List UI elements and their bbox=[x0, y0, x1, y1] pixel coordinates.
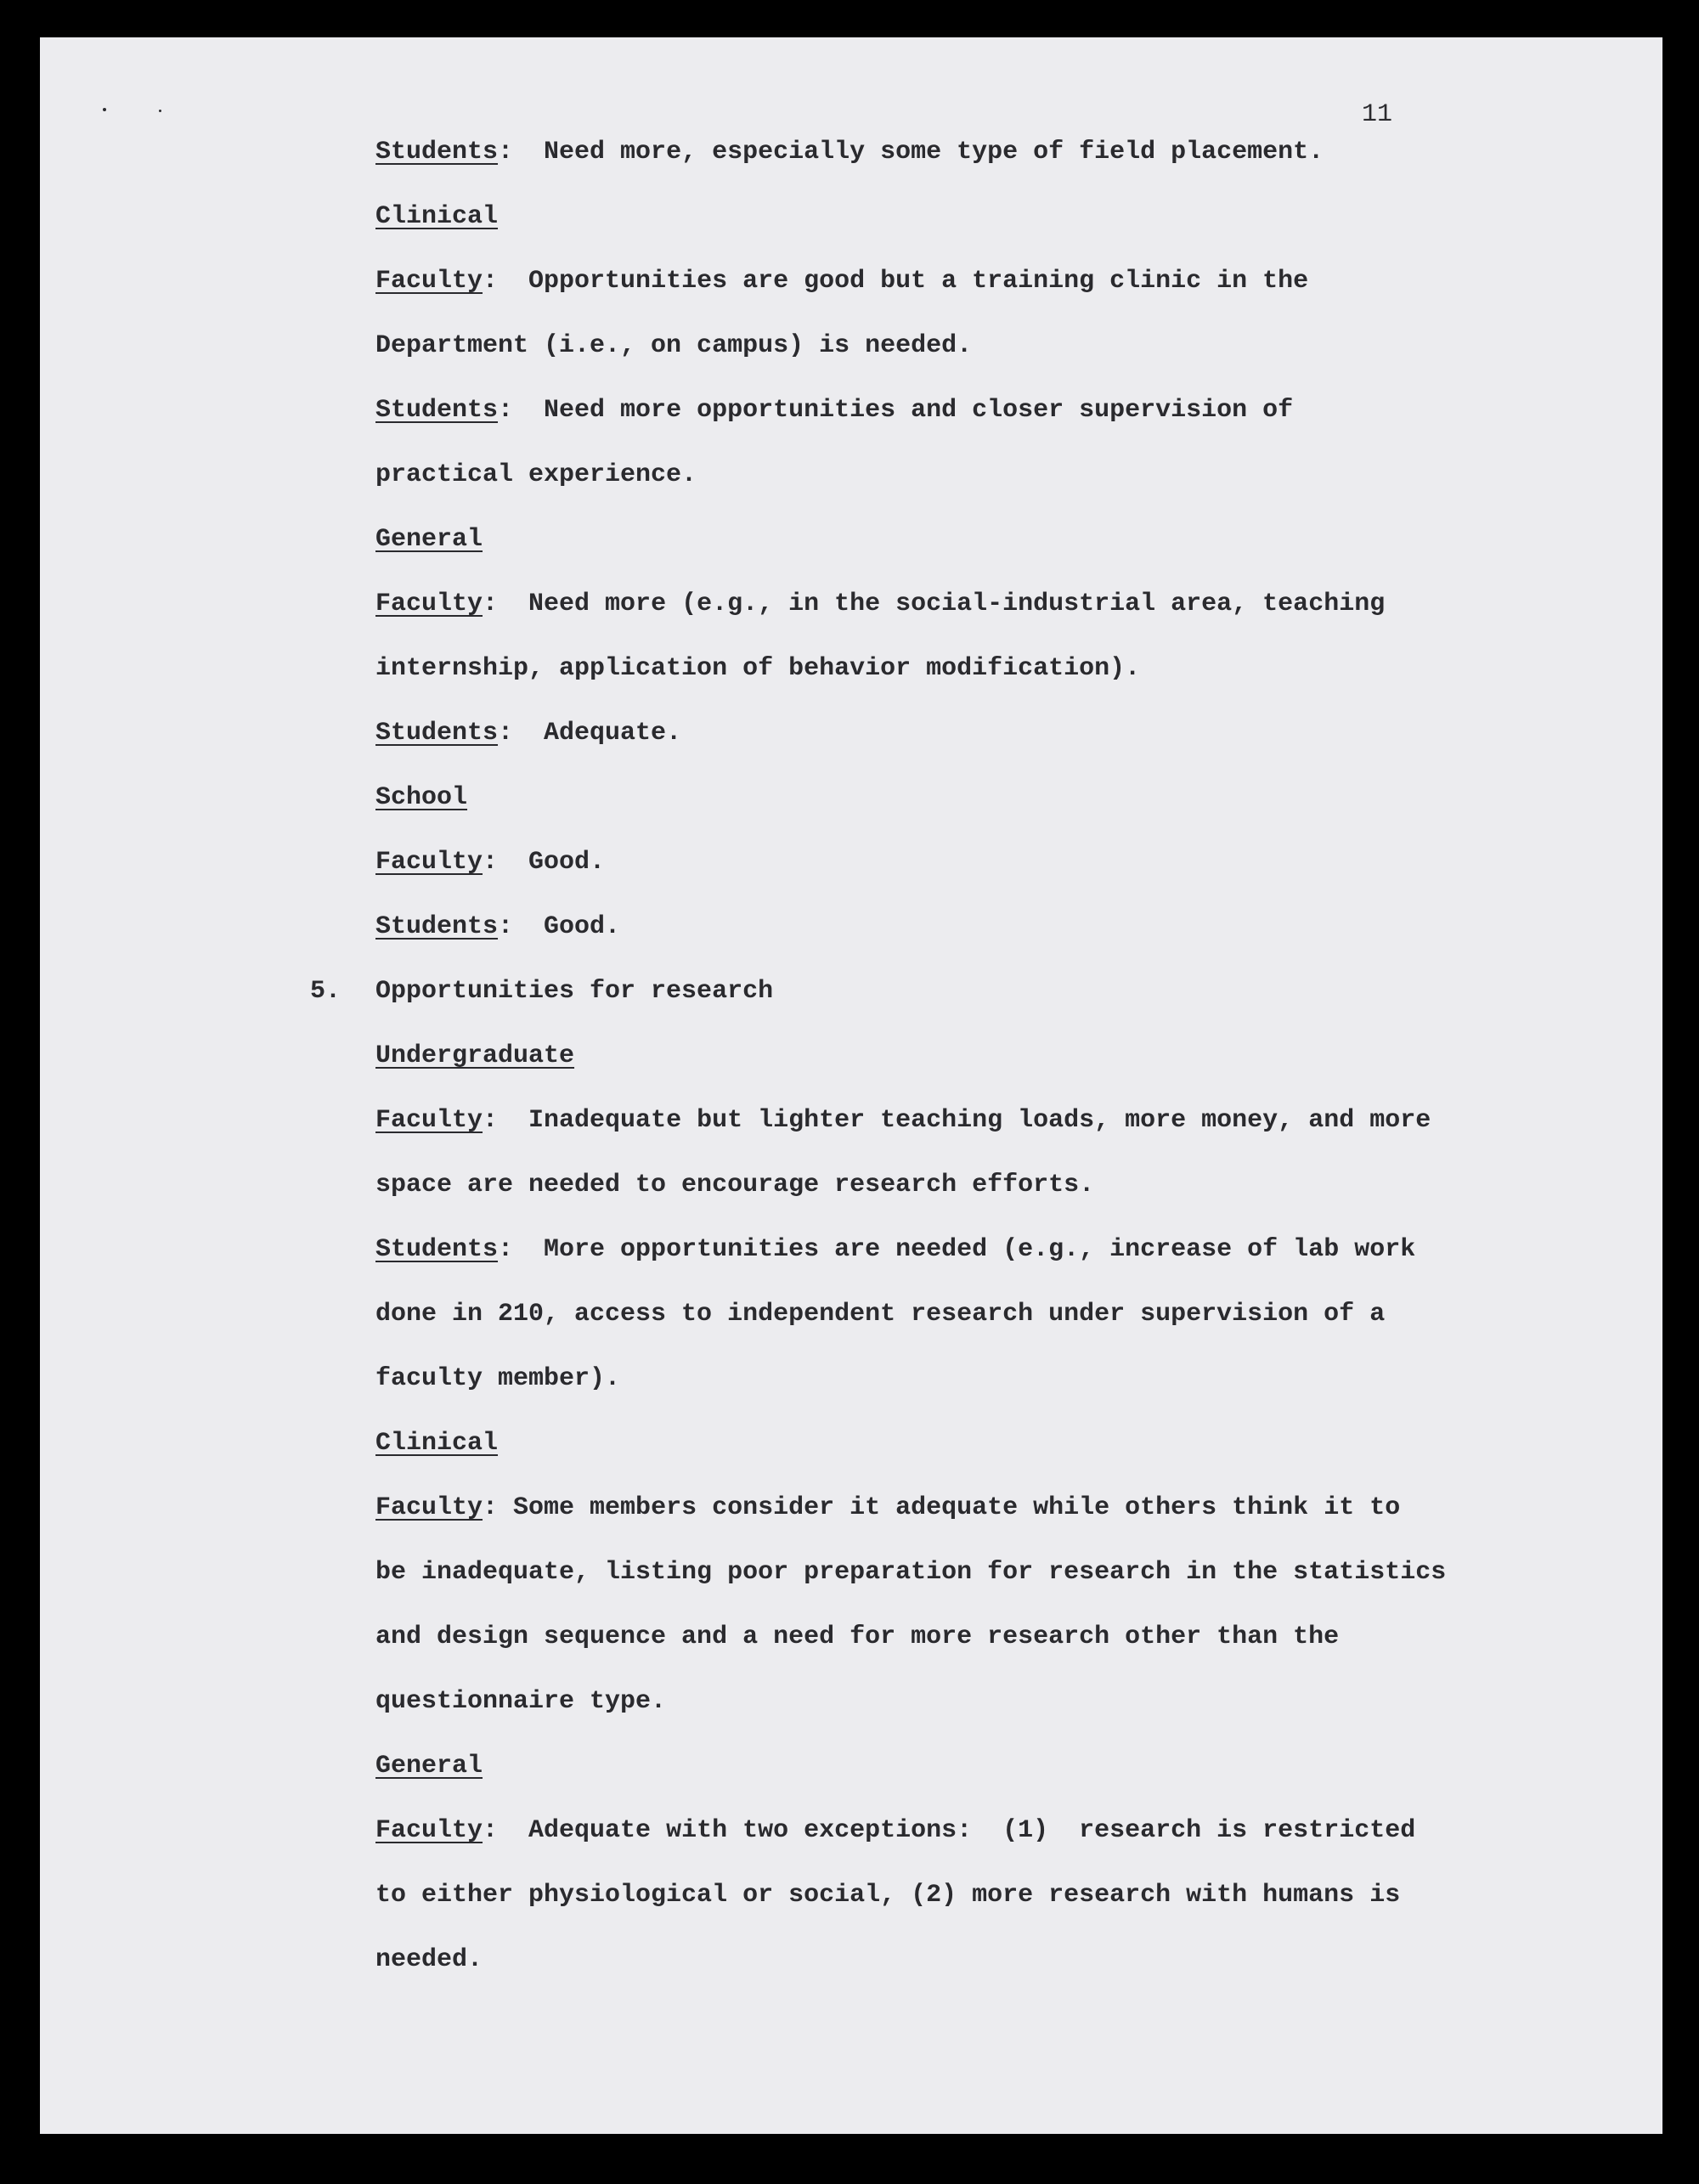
students-school-line: Students: Good. bbox=[375, 912, 621, 941]
students-general-line: Students: Adequate. bbox=[375, 719, 682, 748]
section-heading-general: General bbox=[375, 1752, 483, 1780]
faculty-label: Faculty bbox=[375, 848, 483, 877]
list-number: 5. bbox=[310, 977, 341, 1006]
text-line: done in 210, access to independent research under supervision of a bbox=[375, 1300, 1386, 1329]
list-item-title: Opportunities for research bbox=[375, 977, 774, 1006]
students-label: Students bbox=[375, 396, 499, 425]
text-line: questionnaire type. bbox=[375, 1687, 667, 1716]
faculty-undergraduate-line: Faculty: Inadequate but lighter teaching loads, more money, and more bbox=[375, 1106, 1431, 1135]
students-undergraduate-line: Students: More opportunities are needed (e.g., increase of lab work bbox=[375, 1235, 1416, 1264]
students-label: Students bbox=[375, 719, 499, 748]
text-line: to either physiological or social, (2) more research with humans is bbox=[375, 1881, 1401, 1910]
section-heading-clinical: Clinical bbox=[375, 1429, 499, 1458]
section-heading-school: School bbox=[375, 783, 468, 812]
page-number: 11 bbox=[1362, 100, 1393, 129]
faculty-general-line: Faculty: Need more (e.g., in the social-industrial area, teaching bbox=[375, 590, 1386, 618]
section-heading-general: General bbox=[375, 525, 483, 554]
document-page bbox=[40, 37, 1662, 2134]
faculty-general-research-line: Faculty: Adequate with two exceptions: (1) research is restricted bbox=[375, 1816, 1416, 1845]
students-label: Students bbox=[375, 1235, 499, 1264]
faculty-label: Faculty bbox=[375, 267, 483, 296]
students-clinical-line: Students: Need more opportunities and closer supervision of bbox=[375, 396, 1294, 425]
students-label: Students bbox=[375, 912, 499, 941]
text-line: and design sequence and a need for more research other than the bbox=[375, 1622, 1340, 1651]
faculty-clinical-line: Faculty: Opportunities are good but a training clinic in the bbox=[375, 267, 1309, 296]
text-line: practical experience. bbox=[375, 460, 697, 489]
students-label: Students bbox=[375, 138, 499, 166]
text-line: Department (i.e., on campus) is needed. bbox=[375, 331, 973, 360]
text-line: needed. bbox=[375, 1945, 483, 1974]
text-line: faculty member). bbox=[375, 1364, 621, 1393]
scan-speck bbox=[103, 108, 106, 111]
faculty-label: Faculty bbox=[375, 1106, 483, 1135]
students-field-placement-line: Students: Need more, especially some type of field placement. bbox=[375, 138, 1324, 166]
section-heading-undergraduate: Undergraduate bbox=[375, 1041, 575, 1070]
scan-speck bbox=[159, 110, 161, 112]
faculty-clinical-research-line: Faculty: Some members consider it adequate while others think it to bbox=[375, 1493, 1401, 1522]
faculty-label: Faculty bbox=[375, 590, 483, 618]
faculty-label: Faculty bbox=[375, 1816, 483, 1845]
section-heading-clinical: Clinical bbox=[375, 202, 499, 231]
text-line: be inadequate, listing poor preparation for research in the statistics bbox=[375, 1558, 1447, 1587]
faculty-school-line: Faculty: Good. bbox=[375, 848, 606, 877]
faculty-label: Faculty bbox=[375, 1493, 483, 1522]
text-line: space are needed to encourage research efforts. bbox=[375, 1171, 1095, 1199]
text-line: internship, application of behavior modification). bbox=[375, 654, 1141, 683]
